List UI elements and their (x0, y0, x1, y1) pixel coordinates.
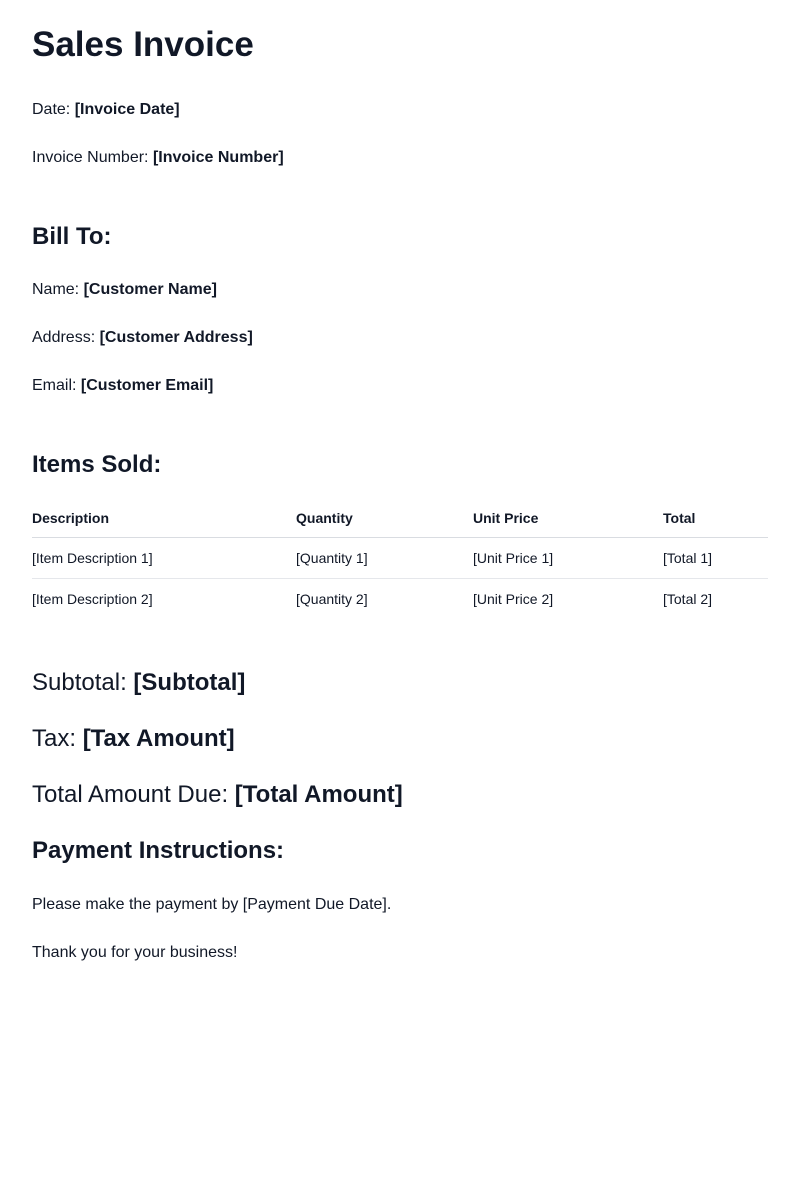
item-quantity-cell: [Quantity 1] (296, 538, 473, 579)
column-header-total: Total (663, 498, 768, 538)
item-total-cell: [Total 2] (663, 591, 713, 607)
total-due-label: Total Amount Due: (32, 781, 229, 808)
invoice-date-line (32, 100, 180, 120)
invoice-number-label: Invoice Number: (32, 149, 149, 166)
customer-email-label: Email: (32, 377, 77, 394)
customer-name-line (32, 280, 217, 300)
customer-address-value: [Customer Address] (99, 329, 253, 346)
item-quantity-cell: [Quantity 2] (296, 591, 368, 607)
subtotal-label: Subtotal: (32, 669, 127, 696)
customer-email-line (32, 376, 213, 396)
customer-name-value: [Customer Name] (83, 281, 217, 298)
item-unit-price-cell: [Unit Price 1] (473, 538, 663, 579)
bill-to-heading: Bill To: (32, 223, 112, 250)
tax-value: [Tax Amount] (82, 725, 235, 752)
invoice-number-value: [Invoice Number] (152, 149, 284, 166)
invoice-date-label: Date: (32, 101, 71, 118)
subtotal-value: [Subtotal] (133, 669, 246, 696)
total-due-value: [Total Amount] (234, 781, 403, 808)
customer-address-line (32, 328, 253, 348)
item-description-cell: [Item Description 2] (32, 591, 153, 607)
column-header-unit-price: Unit Price (473, 498, 663, 538)
item-unit-price-cell: [Unit Price 2] (473, 591, 554, 607)
customer-email-value: [Customer Email] (80, 377, 214, 394)
subtotal-line (32, 668, 245, 698)
invoice-number-line (32, 148, 284, 168)
customer-address-label: Address: (32, 329, 96, 346)
thank-you-text: Thank you for your business! (32, 944, 238, 961)
items-table (32, 498, 768, 619)
tax-label: Tax: (32, 725, 77, 752)
items-table-header-row (32, 498, 768, 538)
column-header-quantity: Quantity (296, 498, 473, 538)
customer-name-label: Name: (32, 281, 80, 298)
item-description-cell: [Item Description 1] (32, 538, 296, 579)
page-title: Sales Invoice (32, 25, 254, 64)
payment-instruction-text: Please make the payment by [Payment Due Date]. (32, 896, 392, 913)
tax-line (32, 724, 235, 754)
payment-instructions-heading: Payment Instructions: (32, 837, 285, 864)
table-row (32, 579, 768, 620)
item-total-cell: [Total 1] (663, 538, 768, 579)
table-row (32, 538, 768, 579)
invoice-date-value: [Invoice Date] (74, 101, 180, 118)
column-header-description: Description (32, 498, 296, 538)
items-sold-heading: Items Sold: (32, 451, 162, 478)
total-due-line (32, 780, 403, 810)
